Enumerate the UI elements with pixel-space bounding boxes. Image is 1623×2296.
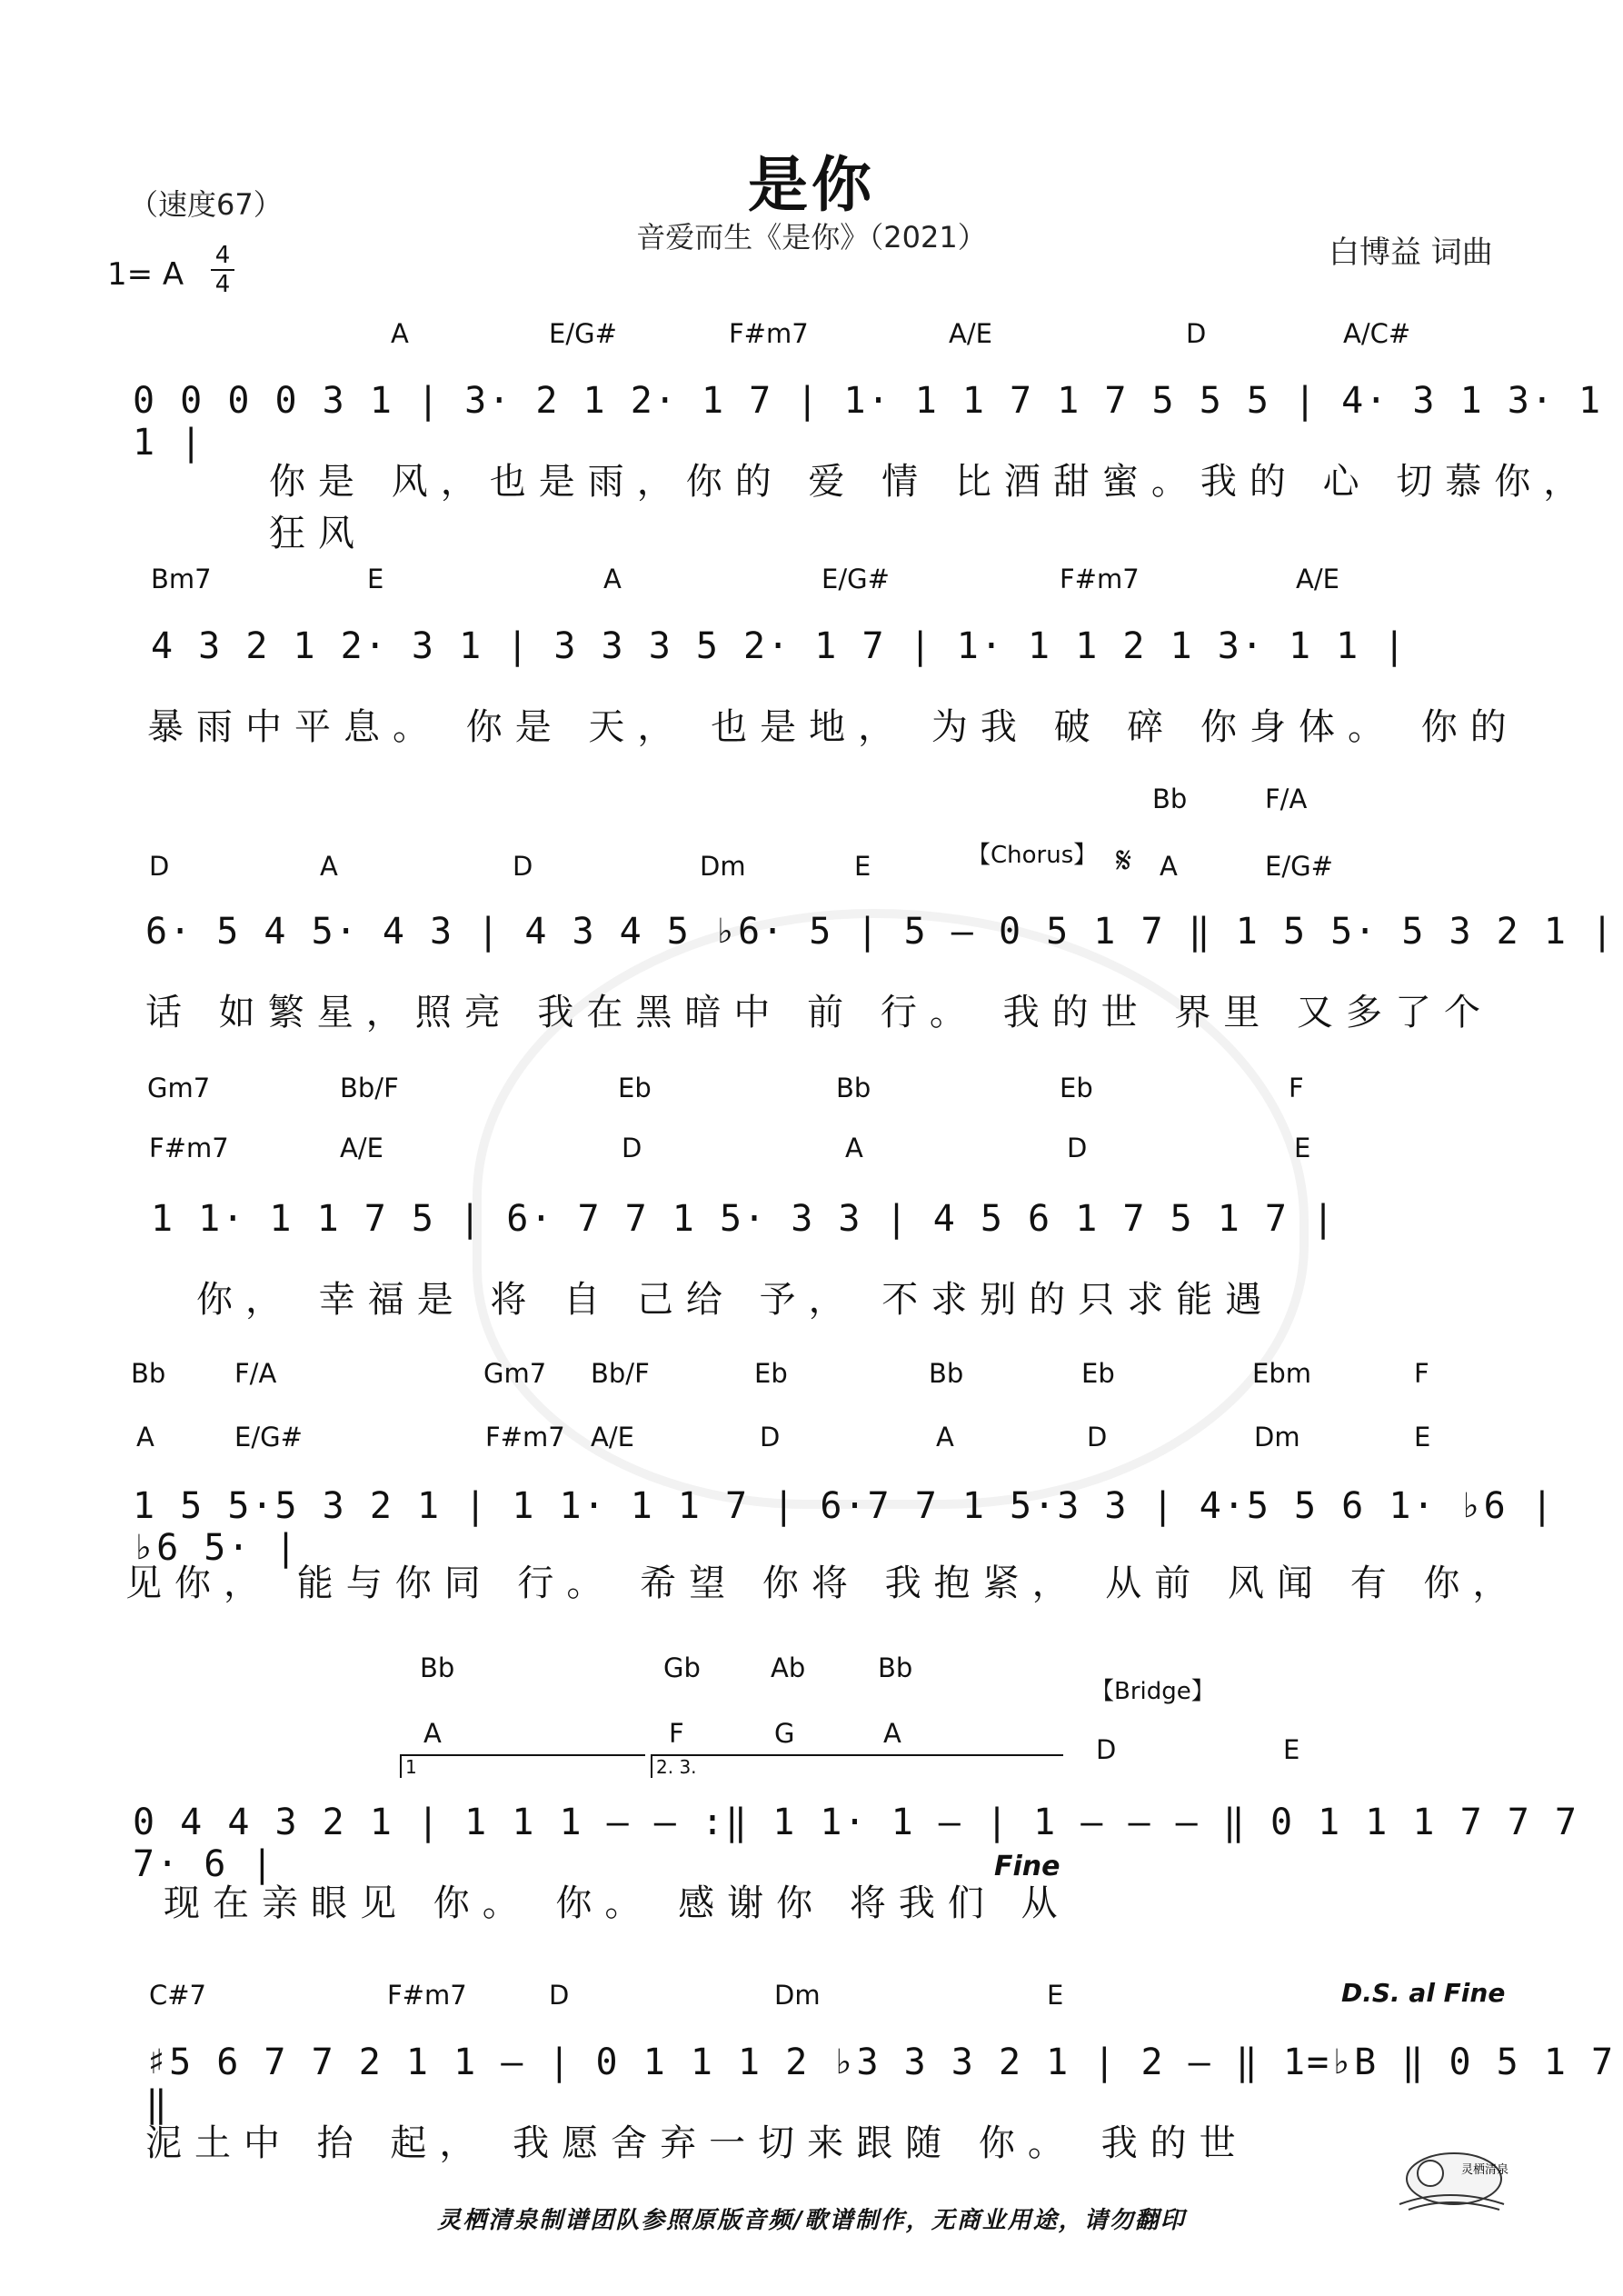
chord: A	[883, 1718, 901, 1749]
chord: A/C#	[1343, 318, 1411, 349]
chord: E/G#	[549, 318, 617, 349]
chord-upper: F/A	[234, 1358, 277, 1389]
chord: Dm	[774, 1980, 821, 2011]
chord: D	[1087, 1422, 1108, 1452]
chord: E	[854, 851, 871, 882]
chord: G	[774, 1718, 795, 1749]
chord-upper: Eb	[1081, 1358, 1115, 1389]
chord-upper: Ab	[771, 1652, 806, 1683]
footer-notice: 灵栖清泉制谱团队参照原版音频/歌谱制作，无商业用途，请勿翻印	[437, 2207, 1186, 2234]
chord-upper: Bb/F	[591, 1358, 650, 1389]
chord: D	[549, 1980, 570, 2011]
bridge-marker: 【Bridge】	[1090, 1678, 1215, 1705]
chord: E/G#	[821, 564, 890, 594]
second-ending-bracket: 2. 3.	[651, 1754, 1063, 1778]
chord-upper: Bb	[1152, 784, 1188, 814]
chord: Bm7	[151, 564, 212, 594]
chord: A/E	[340, 1133, 383, 1163]
ds-al-fine-marking: D.S. al Fine	[1341, 1978, 1506, 2008]
chord: A/E	[949, 318, 992, 349]
notation-line: 1 1· 1 1 7 5 | 6· 7 7 1 5· 3 3 | 4 5 6 1 7 5 1 7 |	[151, 1198, 1337, 1240]
chord: A	[423, 1718, 442, 1749]
chorus-marker: 【Chorus】	[967, 842, 1098, 869]
notation-line: 0 0 0 0 3 1 | 3· 2 1 2· 1 7 | 1· 1 1 7 1 7 5 5 5 | 4· 3 1 3· 1 1 |	[133, 380, 1603, 464]
time-signature-bottom: 4	[214, 271, 231, 298]
first-ending-bracket: 1	[400, 1754, 645, 1778]
chord: Dm	[700, 851, 746, 882]
chord: D	[1067, 1133, 1088, 1163]
chord: E/G#	[234, 1422, 303, 1452]
chord: D	[149, 851, 170, 882]
chord: D	[622, 1133, 642, 1163]
song-title: 是你	[748, 150, 875, 220]
chord: F#m7	[1060, 564, 1140, 594]
chord: E/G#	[1265, 851, 1333, 882]
chord: D	[1096, 1734, 1117, 1765]
chord-upper: Gm7	[483, 1358, 547, 1389]
lyric-line: 你是 风，也是雨，你的 爱 情 比酒甜蜜。我的 心 切慕你，狂风	[269, 461, 1593, 554]
chord: A	[603, 564, 622, 594]
chord: A/E	[1296, 564, 1339, 594]
chord-upper: Bb	[420, 1652, 455, 1683]
chord: E	[1047, 1980, 1064, 2011]
chord: E	[1294, 1133, 1311, 1163]
lyric-line: 现在亲眼见 你。 你。 感谢你 将我们 从	[164, 1882, 1070, 1924]
chord: F#m7	[729, 318, 809, 349]
chord-upper: Eb	[618, 1073, 652, 1103]
fine-marking: Fine	[994, 1851, 1060, 1882]
lyric-line: 泥土中 抬 起， 我愿舍弃一切来跟随 你。 我的世	[145, 2122, 1249, 2164]
chord: D	[760, 1422, 781, 1452]
chord: A/E	[591, 1422, 634, 1452]
segno-sign: 𝄋	[1116, 840, 1132, 882]
chord-upper: Bb/F	[340, 1073, 399, 1103]
song-subtitle: 音爱而生《是你》（2021）	[636, 220, 987, 255]
notation-line: 4 3 2 1 2· 3 1 | 3 3 3 5 2· 1 7 | 1· 1 1 2 1 3· 1 1 |	[151, 625, 1408, 667]
chord: E	[1414, 1422, 1431, 1452]
chord: A	[1160, 851, 1178, 882]
key-signature: 1= A	[107, 256, 184, 293]
lyric-line: 你， 幸福是 将 自 己给 予， 不求别的只求能遇	[196, 1279, 1275, 1321]
lyric-line: 话 如繁星，照亮 我在黑暗中 前 行。 我的世 界里 又多了个	[145, 992, 1494, 1033]
chord: C#7	[149, 1980, 206, 2011]
chord: F	[669, 1718, 684, 1749]
notation-line: 6· 5 4 5· 4 3 | 4 3 4 5 ♭6· 5 | 5 – 0 5 1 7 ‖ 1 5 5· 5 3 2 1 |	[145, 911, 1616, 953]
composer-credit: 白博益 词曲	[1329, 235, 1493, 271]
chord-upper: Bb	[131, 1358, 166, 1389]
chord: F#m7	[387, 1980, 467, 2011]
chord: A	[136, 1422, 154, 1452]
chord-upper: Eb	[1060, 1073, 1093, 1103]
chord: E	[1283, 1734, 1300, 1765]
lyric-line: 暴雨中平息。 你是 天， 也是地， 为我 破 碎 你身体。 你的	[147, 706, 1519, 748]
tempo-marking: （速度67）	[129, 187, 283, 222]
chord: A	[936, 1422, 954, 1452]
chord: A	[391, 318, 409, 349]
chord: A	[320, 851, 338, 882]
chord-upper: Ebm	[1252, 1358, 1311, 1389]
chord-upper: F	[1414, 1358, 1429, 1389]
chord: F#m7	[149, 1133, 229, 1163]
time-signature	[211, 242, 234, 298]
chord-upper: F/A	[1265, 784, 1308, 814]
chord-upper: F	[1289, 1073, 1304, 1103]
chord: A	[845, 1133, 863, 1163]
lyric-line: 见你， 能与你同 行。 希望 你将 我抱紧， 从前 风闻 有 你，	[125, 1562, 1522, 1604]
chord: D	[513, 851, 533, 882]
chord: D	[1186, 318, 1207, 349]
chord-upper: Eb	[754, 1358, 788, 1389]
chord: Dm	[1254, 1422, 1300, 1452]
chord-upper: Bb	[929, 1358, 964, 1389]
chord: E	[367, 564, 384, 594]
notation-line: 0 4 4 3 2 1 | 1 1 1 – – :‖ 1 1· 1 – | 1 – – – ‖ 0 1 1 1 7 7 7 7· 6 |	[133, 1802, 1579, 1885]
chord-upper: Gb	[663, 1652, 701, 1683]
chord-upper: Bb	[878, 1652, 913, 1683]
notation-line: ♯5 6 7 7 2 1 1 – | 0 1 1 1 2 ♭3 3 3 2 1 | 2 – ‖ 1=♭B ‖ 0 5 1 7 ‖	[145, 2041, 1616, 2125]
logo-text: 灵栖清泉	[1461, 2163, 1508, 2177]
chord-upper: Gm7	[147, 1073, 211, 1103]
time-signature-top: 4	[214, 242, 231, 269]
chord-upper: Bb	[836, 1073, 871, 1103]
notation-line: 1 5 5·5 3 2 1 | 1 1· 1 1 7 | 6·7 7 1 5·3 3 | 4·5 5 6 1· ♭6 | ♭6 5· |	[133, 1485, 1555, 1569]
chord: F#m7	[485, 1422, 565, 1452]
